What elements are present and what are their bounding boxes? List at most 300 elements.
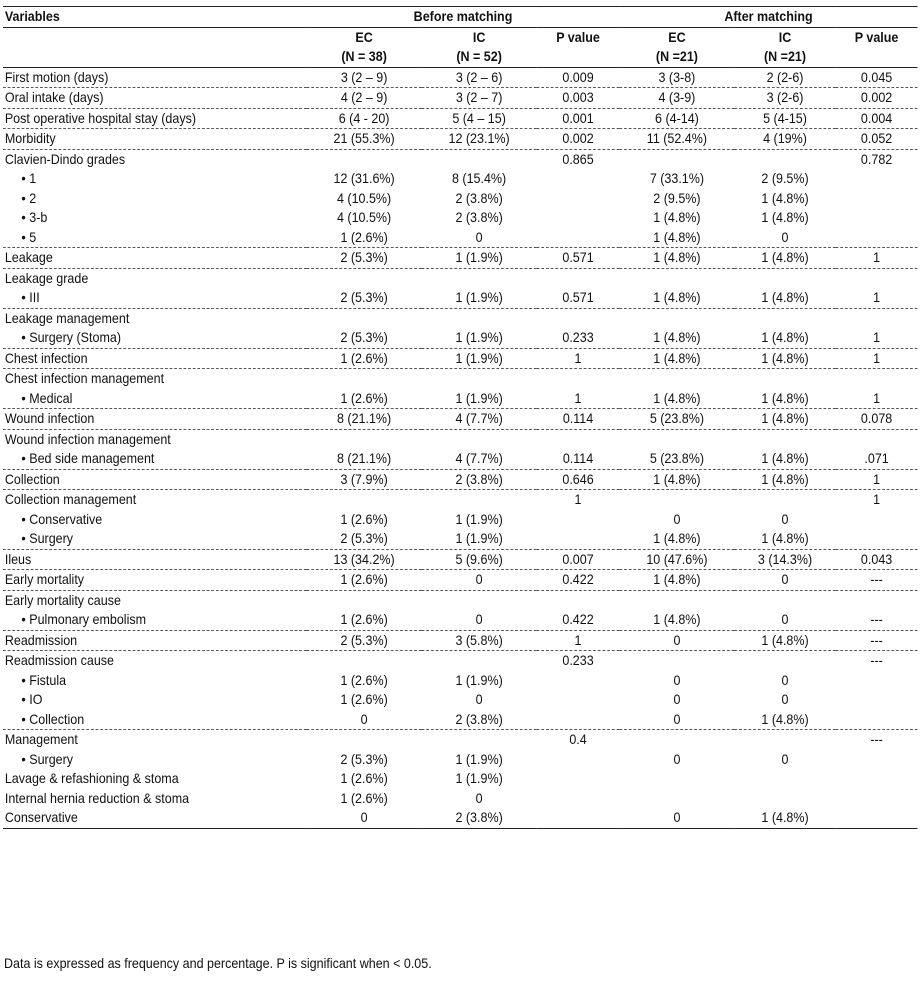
cell-ic-after: 1 (4.8%): [734, 469, 835, 490]
cell-p-before: [537, 750, 620, 770]
cell-p-before: 1: [537, 490, 620, 510]
cell-p-after: ---: [836, 651, 918, 671]
cell-ic-after: [734, 789, 835, 809]
cell-ec-before: 8 (21.1%): [307, 409, 422, 430]
row-label: • Surgery: [21, 751, 74, 767]
cell-ec-before: 1 (2.6%): [340, 612, 388, 627]
cell-ic-before: 4 (7.7%): [422, 409, 537, 430]
row-label: • Surgery: [21, 531, 74, 546]
cell-ic-after: 1 (4.8%): [761, 711, 809, 727]
cell-p-after: [836, 671, 918, 691]
col-header-ic-before: IC (N = 52): [422, 27, 537, 67]
cell-ec-after: 3 (3-8): [658, 69, 696, 85]
cell-ec-after: 1 (4.8%): [653, 531, 701, 546]
cell-ic-before: 3 (2 – 7): [422, 88, 537, 109]
row-label: Collection: [3, 469, 307, 490]
cell-ic-after: 1 (4.8%): [734, 808, 835, 828]
after-matching-header: After matching: [619, 7, 917, 28]
table-row: [3, 169, 918, 189]
cell-p-after: [836, 169, 918, 189]
cell-ic-before: 12 (23.1%): [422, 129, 537, 150]
table-row: [3, 389, 918, 409]
cell-p-before: [537, 808, 620, 828]
cell-ic-before: [422, 590, 537, 610]
row-label: Morbidity: [3, 129, 307, 150]
cell-ic-after: 1 (4.8%): [761, 390, 809, 406]
row-label: • Pulmonary embolism: [21, 612, 147, 627]
cell-p-before: [537, 308, 620, 328]
cell-ec-after: 5 (23.8%): [619, 409, 734, 430]
table-row: [3, 730, 918, 750]
cell-ec-before: 1 (2.6%): [340, 672, 388, 688]
cell-ic-before: 3 (2 – 6): [455, 69, 503, 85]
cell-p-after: 0.045: [860, 69, 893, 85]
cell-ic-before: [422, 369, 537, 389]
cell-ec-after: [619, 429, 734, 449]
cell-ic-after: [734, 590, 835, 610]
cell-p-after: 0.782: [836, 149, 918, 169]
cell-ec-before: [307, 651, 422, 671]
row-label: Conservative: [3, 808, 307, 828]
cell-ic-before: 2 (3.8%): [455, 711, 503, 727]
cell-ic-before: 1 (1.9%): [455, 751, 503, 767]
row-label: Wound infection: [3, 409, 307, 430]
cell-ec-before: [307, 268, 422, 288]
col-header-p-before: P value: [537, 27, 620, 67]
footnote: Data is expressed as frequency and percentage. P is significant when < 0.05.: [4, 956, 432, 971]
table-row: [3, 630, 918, 651]
cell-p-before: [537, 690, 620, 710]
row-label: Leakage: [3, 248, 307, 269]
header-columns-row: [3, 27, 918, 67]
cell-ec-after: 0: [619, 808, 734, 828]
cell-p-after: [836, 529, 918, 549]
row-label: • Surgery (Stoma): [21, 330, 122, 345]
cell-ec-after: 0: [673, 511, 681, 527]
cell-ec-before: 1 (2.6%): [340, 771, 388, 786]
cell-ec-before: 2 (5.3%): [307, 630, 422, 651]
cell-ec-before: 13 (34.2%): [307, 549, 422, 570]
cell-p-after: [836, 590, 918, 610]
row-label: Management: [3, 730, 307, 750]
cell-ic-before: 1 (1.9%): [455, 771, 503, 786]
cell-ec-after: 11 (52.4%): [619, 129, 734, 150]
col-header-ec-before: EC (N = 38): [307, 27, 422, 67]
table-row: [3, 88, 918, 109]
table-row: [3, 808, 918, 828]
row-label: • Collection: [21, 711, 85, 727]
variables-header: Variables: [3, 7, 307, 28]
cell-ec-before: 8 (21.1%): [336, 451, 392, 466]
row-label: Ileus: [3, 549, 307, 570]
cell-ic-before: [422, 651, 537, 671]
row-label: • III: [21, 290, 40, 305]
cell-ic-after: [734, 769, 835, 789]
table-row: [3, 651, 918, 671]
cell-ec-after: 0: [673, 751, 681, 767]
table-row: [3, 570, 918, 591]
cell-p-after: 0.043: [836, 549, 918, 570]
col-header-ec-after: EC (N =21): [619, 27, 734, 67]
cell-ec-after: [619, 730, 734, 750]
cell-p-before: [537, 189, 620, 209]
row-label: Early mortality: [3, 570, 307, 591]
cell-ic-after: 0: [734, 570, 835, 591]
table-row: [3, 108, 918, 129]
cell-ic-before: 5 (4 – 15): [422, 108, 537, 129]
table-row: [3, 348, 918, 369]
header-group-row: [3, 7, 918, 28]
cell-p-before: [537, 769, 620, 789]
cell-ec-after: 1 (4.8%): [653, 390, 701, 406]
cell-p-before: [537, 429, 620, 449]
cell-p-before: 0.571: [537, 248, 620, 269]
cell-ic-after: 0: [781, 612, 789, 627]
cell-p-after: [836, 268, 918, 288]
cell-ic-after: 0: [781, 229, 789, 245]
cell-ic-before: 1 (1.9%): [455, 390, 503, 406]
table-row: [3, 529, 918, 549]
table-row: [3, 288, 918, 308]
cell-p-after: [836, 429, 918, 449]
table-row: [3, 671, 918, 691]
cell-ic-after: 1 (4.8%): [734, 348, 835, 369]
row-label: Readmission cause: [3, 651, 307, 671]
cell-ec-after: 1 (4.8%): [619, 570, 734, 591]
row-label: Clavien-Dindo grades: [3, 149, 307, 169]
cell-p-before: [537, 710, 620, 730]
cell-p-before: [537, 268, 620, 288]
cell-ec-after: 2 (9.5%): [653, 190, 701, 206]
cell-ic-after: [734, 268, 835, 288]
cell-ec-before: [307, 730, 422, 750]
cell-ic-after: 0: [781, 751, 789, 767]
cell-p-before: 0.114: [562, 451, 594, 466]
cell-ec-after: 7 (33.1%): [649, 171, 705, 186]
cell-ic-after: 1 (4.8%): [761, 451, 809, 466]
cell-ic-after: 1 (4.8%): [761, 190, 809, 206]
cell-ec-before: 1 (2.6%): [340, 229, 388, 245]
cell-ic-after: [734, 369, 835, 389]
cell-ec-before: 21 (55.3%): [307, 129, 422, 150]
cell-ic-after: 1 (4.8%): [734, 248, 835, 269]
cell-p-before: [537, 208, 620, 228]
table-row: [3, 710, 918, 730]
cell-ic-before: 1 (1.9%): [422, 348, 537, 369]
cell-p-after: [836, 690, 918, 710]
cell-ic-before: 5 (9.6%): [422, 549, 537, 570]
cell-p-before: 0.007: [537, 549, 620, 570]
cell-ec-after: 1 (4.8%): [653, 210, 701, 225]
cell-p-before: 0.003: [537, 88, 620, 109]
cell-ec-after: 1 (4.8%): [619, 248, 734, 269]
cell-ic-before: 0: [475, 229, 483, 245]
cell-ec-after: [619, 789, 734, 809]
cell-p-before: [537, 169, 620, 189]
cell-ic-after: 0: [781, 672, 789, 688]
row-label: Internal hernia reduction & stoma: [4, 790, 190, 806]
row-label: • Fistula: [21, 672, 67, 688]
cell-ec-before: 1 (2.6%): [340, 511, 388, 527]
cell-ic-before: 3 (5.8%): [422, 630, 537, 651]
cell-ec-before: 0: [307, 808, 422, 828]
row-label: • 5: [21, 229, 37, 245]
table-row: [3, 208, 918, 228]
row-label: • 2: [21, 190, 37, 206]
cell-ic-after: 1 (4.8%): [761, 210, 809, 225]
row-label: Chest infection: [3, 348, 307, 369]
cell-ic-after: 0: [781, 692, 789, 707]
table-row: [3, 409, 918, 430]
cell-p-after: 0.078: [836, 409, 918, 430]
cell-ec-before: 2 (5.3%): [307, 248, 422, 269]
cell-ec-before: [307, 149, 422, 169]
cell-ic-after: 5 (4-15): [734, 108, 835, 129]
cell-ic-before: 2 (3.8%): [455, 210, 503, 225]
header-spacer: [3, 27, 307, 67]
cell-ic-after: 0: [781, 511, 789, 527]
cell-p-before: [537, 789, 620, 809]
cell-ic-before: 1 (1.9%): [455, 672, 503, 688]
row-label: Lavage & refashioning & stoma: [4, 771, 179, 786]
cell-ec-after: 4 (3-9): [619, 88, 734, 109]
table-row: [3, 549, 918, 570]
row-label: • Conservative: [21, 511, 103, 527]
row-label: Chest infection management: [3, 369, 307, 389]
table-row: [3, 129, 918, 150]
cell-ic-before: 8 (15.4%): [451, 171, 507, 186]
table-row: [3, 490, 918, 510]
cell-p-before: 0.571: [562, 290, 594, 305]
cell-ec-before: 1 (2.6%): [307, 348, 422, 369]
cell-ec-after: [619, 590, 734, 610]
cell-p-before: [537, 510, 620, 530]
row-label: • 1: [21, 171, 37, 186]
cell-p-after: [836, 228, 918, 248]
cell-p-after: ---: [836, 730, 918, 750]
before-matching-header: Before matching: [307, 7, 620, 28]
cell-ec-before: [307, 590, 422, 610]
cell-ic-after: [734, 308, 835, 328]
table-row: [3, 469, 918, 490]
cell-p-before: 0.233: [537, 651, 620, 671]
cell-ic-before: 1 (1.9%): [455, 531, 503, 546]
cell-p-after: 1: [836, 469, 918, 490]
cell-p-before: [537, 369, 620, 389]
cell-ic-before: [422, 490, 537, 510]
cell-ec-after: [619, 268, 734, 288]
cell-ec-before: 1 (2.6%): [340, 692, 388, 707]
cell-p-after: 1: [836, 490, 918, 510]
table-row: [3, 610, 918, 630]
cell-ic-after: 4 (19%): [734, 129, 835, 150]
row-label: First motion (days): [4, 69, 109, 85]
table-row: [3, 268, 918, 288]
cell-p-after: 1: [836, 348, 918, 369]
cell-ec-before: [307, 369, 422, 389]
row-label: • IO: [21, 692, 43, 707]
cell-p-after: 0.004: [836, 108, 918, 129]
cell-ic-before: [422, 268, 537, 288]
cell-ec-after: [619, 149, 734, 169]
cell-ec-before: 0: [360, 711, 368, 727]
cell-ic-after: 2 (9.5%): [761, 171, 809, 186]
cell-p-before: 0.422: [562, 612, 594, 627]
cell-ec-before: 2 (5.3%): [340, 751, 388, 767]
cell-ic-before: [422, 730, 537, 750]
table-row: [3, 308, 918, 328]
cell-p-after: [836, 789, 918, 809]
cell-p-before: [537, 671, 620, 691]
cell-ic-after: [734, 730, 835, 750]
cell-ic-after: 1 (4.8%): [734, 409, 835, 430]
cell-ec-before: 2 (5.3%): [340, 330, 388, 345]
cell-p-before: 1: [537, 348, 620, 369]
cell-ic-after: 3 (2-6): [734, 88, 835, 109]
cell-ec-after: 6 (4-14): [619, 108, 734, 129]
cell-p-after: [836, 208, 918, 228]
row-label: • Medical: [21, 390, 73, 406]
cell-ec-before: 12 (31.6%): [333, 171, 395, 186]
cell-ic-before: 2 (3.8%): [422, 808, 537, 828]
cell-p-after: 1: [873, 390, 881, 406]
cell-ic-before: 0: [475, 692, 483, 707]
cell-ic-before: [422, 149, 537, 169]
cell-ic-after: 3 (14.3%): [734, 549, 835, 570]
col-header-ic-after: IC (N =21): [734, 27, 835, 67]
cell-ec-before: [307, 308, 422, 328]
cell-p-after: [836, 189, 918, 209]
cell-p-before: 0.4: [537, 730, 620, 750]
table-row: [3, 690, 918, 710]
cell-ec-before: 3 (2 – 9): [340, 69, 388, 85]
cell-ic-before: [422, 429, 537, 449]
table-row: [3, 67, 918, 88]
cell-ec-before: 4 (2 – 9): [307, 88, 422, 109]
row-label: • 3-b: [21, 210, 48, 225]
cell-ec-before: 3 (7.9%): [307, 469, 422, 490]
cell-ic-before: 0: [422, 570, 537, 591]
table-row: [3, 750, 918, 770]
cell-ec-after: 0: [619, 630, 734, 651]
cell-p-after: [836, 808, 918, 828]
table-row: [3, 149, 918, 169]
row-label: • Bed side management: [21, 451, 155, 466]
cell-p-before: 0.865: [537, 149, 620, 169]
table-row: [3, 228, 918, 248]
cell-ic-before: 1 (1.9%): [455, 511, 503, 527]
cell-ic-after: 1 (4.8%): [761, 330, 809, 345]
cell-ec-before: 1 (2.6%): [340, 790, 388, 806]
cell-ec-before: 2 (5.3%): [340, 531, 388, 546]
cell-p-after: 0.052: [836, 129, 918, 150]
row-label: Collection management: [3, 490, 307, 510]
cell-p-after: [836, 769, 918, 789]
row-label: Leakage grade: [3, 268, 307, 288]
cell-ec-after: 1 (4.8%): [619, 348, 734, 369]
cell-ec-before: 1 (2.6%): [307, 570, 422, 591]
row-label: Early mortality cause: [3, 590, 307, 610]
cell-p-after: [836, 710, 918, 730]
cell-ec-before: [307, 429, 422, 449]
cell-ec-before: 6 (4 - 20): [307, 108, 422, 129]
cell-ic-before: 0: [475, 790, 483, 806]
row-label: Post operative hospital stay (days): [3, 108, 307, 129]
cell-p-after: [836, 369, 918, 389]
cell-p-before: [537, 529, 620, 549]
cell-ec-after: 1 (4.8%): [653, 330, 701, 345]
cell-p-before: 1: [537, 630, 620, 651]
cell-ec-after: 0: [673, 692, 681, 707]
cell-p-before: 0.114: [537, 409, 620, 430]
table-row: [3, 328, 918, 348]
cell-p-before: 0.233: [562, 330, 594, 345]
cell-ic-before: 2 (3.8%): [455, 190, 503, 206]
cell-ic-before: 2 (3.8%): [422, 469, 537, 490]
cell-p-before: 0.422: [537, 570, 620, 591]
cell-ec-before: 1 (2.6%): [340, 390, 388, 406]
table-row: [3, 789, 918, 809]
table-row: [3, 590, 918, 610]
cell-ec-after: 0: [673, 672, 681, 688]
cell-p-before: 0.009: [562, 69, 594, 85]
cell-ic-after: [734, 149, 835, 169]
cell-ec-after: [619, 308, 734, 328]
table-row: [3, 769, 918, 789]
cell-ic-before: [422, 308, 537, 328]
cell-ec-after: [619, 369, 734, 389]
row-label: Wound infection management: [3, 429, 307, 449]
cell-p-after: [836, 308, 918, 328]
cell-p-before: 1: [574, 390, 582, 406]
cell-p-after: ---: [870, 612, 883, 627]
cell-ec-before: [307, 490, 422, 510]
cell-ec-after: 1 (4.8%): [653, 229, 701, 245]
row-label: Readmission: [3, 630, 307, 651]
cell-ic-before: 4 (7.7%): [455, 451, 503, 466]
table-row: [3, 510, 918, 530]
cell-ec-after: 10 (47.6%): [619, 549, 734, 570]
cell-ec-after: [619, 490, 734, 510]
cell-ic-after: 1 (4.8%): [734, 630, 835, 651]
cell-ic-before: 1 (1.9%): [422, 248, 537, 269]
table-row: [3, 449, 918, 469]
cell-p-after: 0.002: [836, 88, 918, 109]
cell-p-before: 0.002: [537, 129, 620, 150]
cell-p-after: [836, 510, 918, 530]
cell-p-after: .071: [864, 451, 889, 466]
cell-ic-after: 1 (4.8%): [761, 531, 809, 546]
cell-ec-before: 4 (10.5%): [336, 190, 392, 206]
cell-p-after: 1: [836, 248, 918, 269]
table-row: [3, 189, 918, 209]
outcomes-table: [3, 6, 918, 829]
cell-ic-after: 1 (4.8%): [761, 290, 809, 305]
cell-p-before: 0.001: [537, 108, 620, 129]
cell-ec-before: 2 (5.3%): [340, 290, 388, 305]
cell-p-after: 1: [873, 330, 881, 345]
cell-p-after: [836, 750, 918, 770]
cell-ec-after: 5 (23.8%): [649, 451, 705, 466]
cell-p-after: 1: [873, 290, 881, 305]
cell-p-before: [537, 590, 620, 610]
cell-ic-before: 1 (1.9%): [455, 290, 503, 305]
cell-ic-after: [734, 429, 835, 449]
table-row: [3, 429, 918, 449]
cell-ec-before: 4 (10.5%): [336, 210, 392, 225]
cell-ic-before: 1 (1.9%): [455, 330, 503, 345]
cell-ec-after: 0: [673, 711, 681, 727]
